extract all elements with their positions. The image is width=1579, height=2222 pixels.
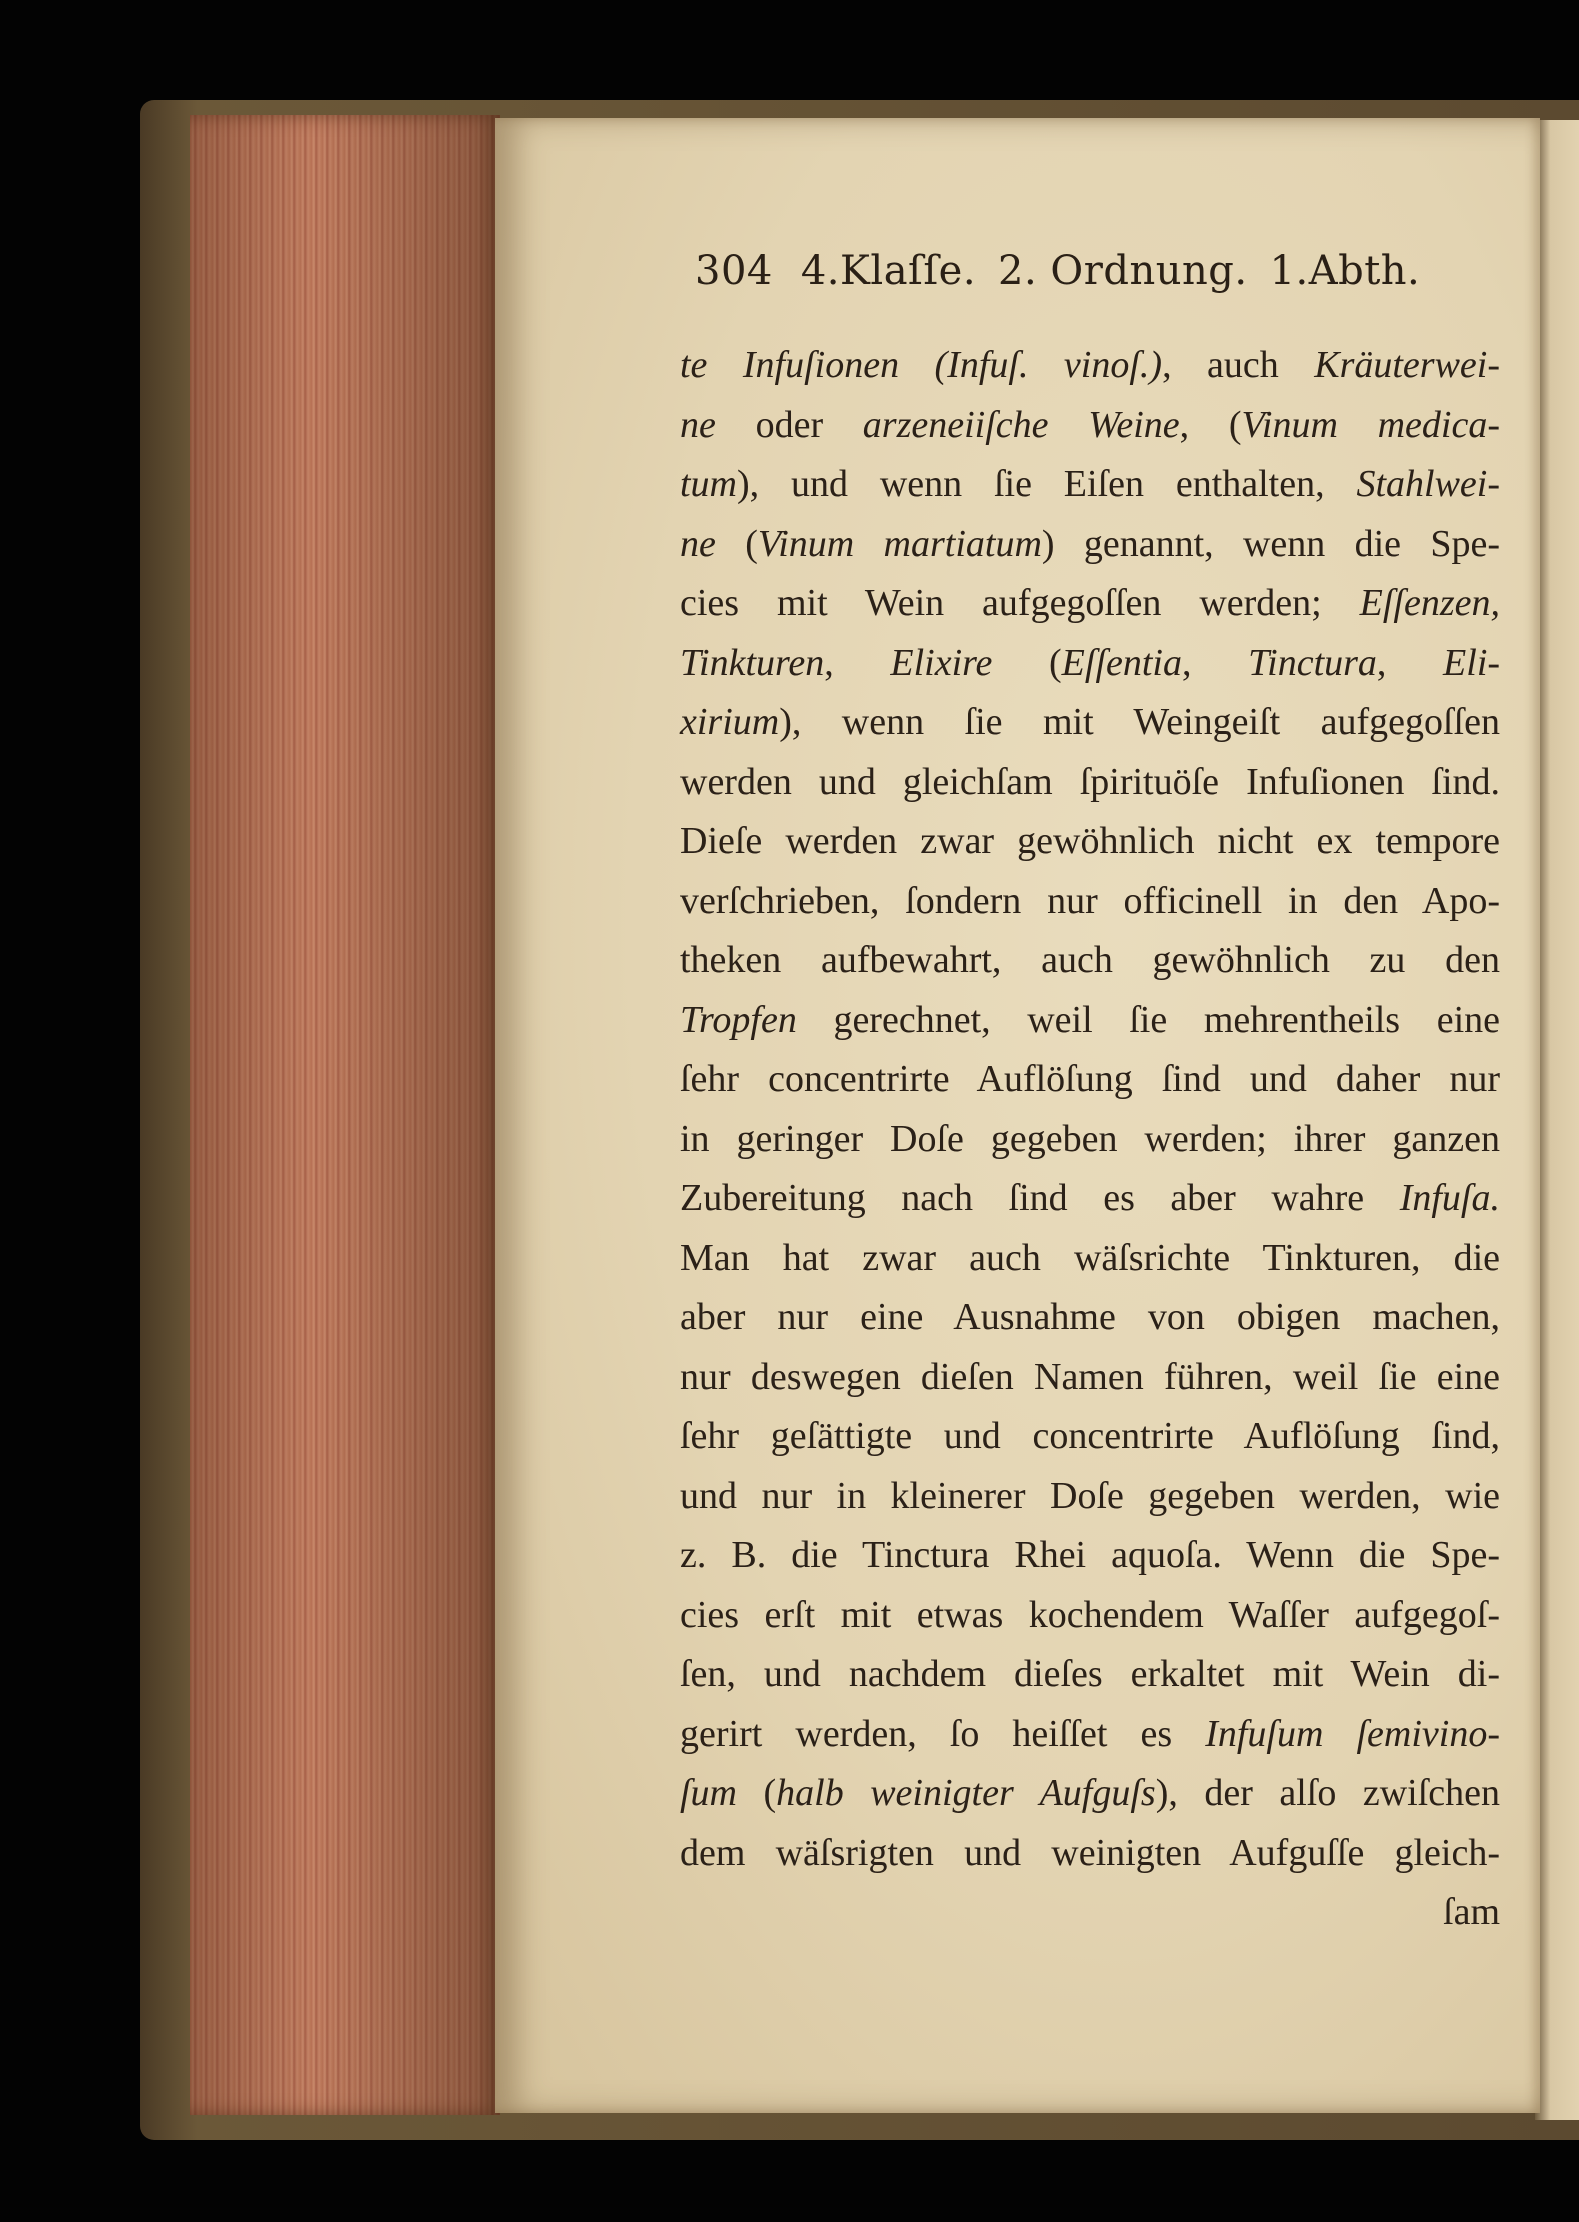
text-line	[680, 931, 1500, 991]
text-segment: aber nur eine Ausnahme von obigen machen,	[680, 1296, 1500, 1338]
text-segment: (	[715, 522, 758, 565]
text-segment: dem wäſsrigten und weinigten Aufguſſe gleich-	[680, 1831, 1500, 1874]
text-segment: , (	[1179, 403, 1242, 446]
italic-segment: ne	[680, 403, 716, 446]
text-line	[680, 812, 1500, 872]
text-segment: ), der alſo zwiſchen	[1155, 1772, 1500, 1814]
text-line	[680, 1824, 1500, 1884]
text-line	[680, 1764, 1500, 1824]
text-line	[680, 1288, 1500, 1348]
italic-segment: Tropfen	[680, 998, 797, 1041]
text-line	[680, 1169, 1500, 1229]
italic-segment: xirium	[680, 701, 780, 743]
text-segment: ſehr concentrirte Auflöſung ſind und daher nur	[680, 1058, 1500, 1100]
facing-page-edge	[1535, 120, 1579, 2120]
text-line	[680, 693, 1500, 753]
text-segment: werden und gleichſam ſpirituöſe Infuſionen ſind.	[680, 760, 1500, 803]
italic-segment: Eſſenzen,	[1359, 582, 1500, 624]
text-segment: ,	[1181, 641, 1249, 684]
italic-segment: Tinctura	[1248, 641, 1377, 684]
text-segment: Man hat zwar auch wäſsrichte Tinkturen, die	[680, 1236, 1500, 1279]
italic-segment: Elixire	[890, 641, 993, 684]
text-segment: z. B. die Tinctura Rhei aquoſa. Wenn die Spe-	[680, 1534, 1500, 1576]
text-segment: gerirt werden, ſo heiſſet es	[680, 1712, 1206, 1755]
italic-segment: tum	[680, 463, 737, 505]
text-segment: ſen, und nachdem dieſes erkaltet mit Wein di-	[680, 1653, 1500, 1695]
text-line	[680, 1348, 1500, 1408]
text-segment: ſehr geſättigte und concentrirte Auflöſung ſind,	[680, 1415, 1500, 1457]
text-line	[680, 515, 1500, 575]
text-line	[680, 753, 1500, 813]
text-segment: cies mit Wein aufgegoſſen werden;	[680, 582, 1360, 624]
text-line	[680, 1110, 1500, 1170]
running-head	[695, 248, 1475, 294]
text-segment: gerechnet, weil ſie mehrentheils eine	[796, 998, 1500, 1041]
italic-segment: Infuſum ſemivino-	[1205, 1712, 1500, 1755]
text-segment: Dieſe werden zwar gewöhnlich nicht ex tempore	[680, 820, 1500, 862]
text-segment: cies erſt mit etwas kochendem Waſſer aufgegoſ-	[680, 1593, 1500, 1636]
text-line	[680, 396, 1500, 456]
text-segment: oder	[715, 403, 863, 446]
text-line	[680, 1467, 1500, 1527]
text-line	[680, 872, 1500, 932]
italic-segment: Infuſa.	[1399, 1177, 1500, 1219]
text-segment: ), und wenn ſie Eiſen enthalten,	[737, 463, 1357, 505]
text-segment: verſchrieben, ſondern nur officinell in den Apo-	[680, 879, 1500, 922]
text-segment: (	[737, 1772, 777, 1814]
text-segment: , auch	[1162, 344, 1315, 386]
italic-segment: Stahlwei-	[1356, 463, 1500, 505]
body-text	[680, 336, 1500, 1943]
text-segment: (	[992, 641, 1062, 684]
italic-segment: halb weinigter Aufguſs	[776, 1772, 1156, 1814]
page-block-shading	[190, 115, 500, 2115]
text-line	[680, 455, 1500, 515]
text-segment: Zubereitung nach ſind es aber wahre	[680, 1177, 1400, 1219]
italic-segment: ne	[680, 522, 716, 565]
text-line	[680, 634, 1500, 694]
text-line	[680, 336, 1500, 396]
text-segment: in geringer Doſe gegeben werden; ihrer ganzen	[680, 1117, 1500, 1160]
italic-segment: te Infuſionen (Infuſ. vinoſ.)	[680, 344, 1163, 386]
italic-segment: Tinkturen	[680, 641, 825, 684]
text-line	[680, 574, 1500, 634]
running-head-section: 1.Abth.	[1269, 248, 1421, 294]
italic-segment: Kräuterwei-	[1314, 344, 1500, 386]
text-line	[680, 991, 1500, 1051]
text-line	[680, 1407, 1500, 1467]
italic-segment: Vinum medica-	[1241, 403, 1501, 446]
text-segment: ,	[824, 641, 891, 684]
text-line	[680, 1586, 1500, 1646]
italic-segment: Eli-	[1443, 641, 1501, 684]
catchword: ſam	[1443, 1891, 1500, 1933]
text-segment: und nur in kleinerer Doſe gegeben werden, wie	[680, 1474, 1500, 1517]
text-segment: ,	[1376, 641, 1444, 684]
running-head-order: 2. Ordnung.	[998, 248, 1248, 294]
italic-segment: arzeneiiſche Weine	[862, 403, 1180, 446]
italic-segment: ſum	[680, 1772, 737, 1814]
book-page	[495, 118, 1540, 2113]
text-segment: nur deswegen dieſen Namen führen, weil ſie eine	[680, 1355, 1500, 1398]
italic-segment: Eſſentia	[1061, 641, 1182, 684]
text-line	[680, 1229, 1500, 1289]
text-segment: ), wenn ſie mit Weingeiſt aufgegoſſen	[779, 701, 1500, 743]
page-number: 304	[695, 248, 773, 294]
text-line	[680, 1705, 1500, 1765]
text-segment: ) genannt, wenn die Spe-	[1041, 522, 1500, 565]
text-line	[680, 1526, 1500, 1586]
text-line	[680, 1645, 1500, 1705]
running-head-class: 4.Klaſſe.	[800, 248, 977, 294]
italic-segment: Vinum martiatum	[757, 522, 1042, 565]
text-line	[680, 1050, 1500, 1110]
text-segment: theken aufbewahrt, auch gewöhnlich zu den	[680, 939, 1500, 981]
